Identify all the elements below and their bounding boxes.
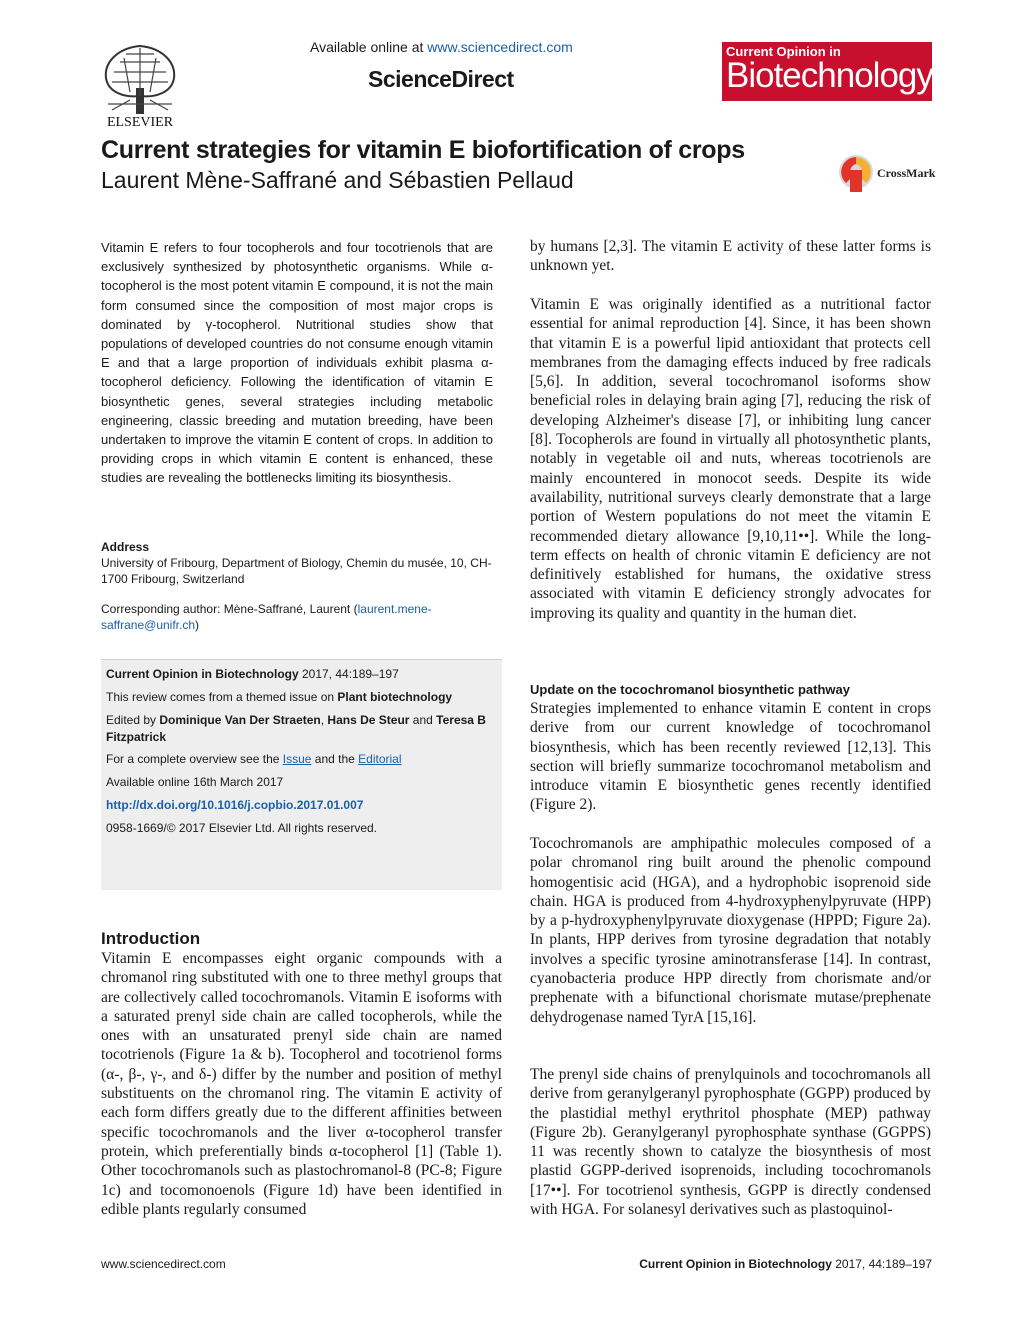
journal-banner [722,42,932,101]
crossmark-badge[interactable] [838,152,938,192]
journal-banner-name: Biotechnology [726,56,933,95]
corresponding-prefix: Corresponding author: Mène-Saffrané, Laurent ( [101,602,358,616]
corresponding-suffix: ) [195,617,200,632]
body-paragraph-3: Strategies implemented to enhance vitamin E content in crops derive from our current knowledge of tocochromanol biosynthesis, which has been recently reviewed [12,13]. This section will briefly summarize tocochromanol metabolism and introduce vitamin E biosynthetic genes recently identified (Figure 2). [530,700,931,814]
crossmark-label: CrossMark [877,166,936,180]
article-title: Current strategies for vitamin E biofortification of crops [101,136,745,164]
doi-link[interactable]: http://dx.doi.org/10.1016/j.copbio.2017.01.007 [106,798,364,812]
info-themed-prefix: This review comes from a themed issue on [106,690,338,704]
address-text: University of Fribourg, Department of Biology, Chemin du musée, 10, CH-1700 Fribourg, Switzerland [101,556,492,586]
sciencedirect-brand: ScienceDirect [368,66,514,92]
info-overview [106,751,496,768]
info-citation [106,666,496,683]
info-editor-2: Hans De Steur [327,713,410,727]
available-online-line [310,39,573,55]
introduction-paragraph: Vitamin E encompasses eight organic compounds with a chromanol ring substituted with one to three methyl groups that are collectively called tocochromanols. Vitamin E isoforms with a saturated prenyl side chain are called tocopherols, while the ones with an unsaturated prenyl side chain are named tocotrienols (Figure 1a & b). Tocopherol and tocotrienol forms (α-, β-, γ-, and δ-) differ by the number and position of methyl substituents on the chromanol ring. The vitamin E activity of each form differs greatly due to the different affinities between specific tocochromanols and the liver α-tocopherol transfer protein, which preferentially binds α-tocopherol [1] (Table 1). Other tocochromanols such as plastochromanol-8 (PC-8; Figure 1c) and tocomonoenols (Figure 1d) have been identified in edible plants regularly consumed [101,950,502,1218]
available-online-label: Available online at [310,39,424,55]
info-editors [106,712,496,746]
info-overview-prefix: For a complete overview see the [106,752,283,766]
abstract-text: Vitamin E refers to four tocopherols and four tocotrienols that are exclusively synthesized by photosynthetic organisms. While α-tocopherol is the most potent vitamin E compound, it is not the main form consumed since the composition of most major crops is dominated by γ-tocopherol. Nutritional studies show that populations of developed countries do not consume enough vitamin E and that a large proportion of individuals exhibit plasma α-tocopherol deficiency. Following the identification of vitamin E biosynthetic genes, several strategies including metabolic engineering, classic breeding and mutation breeding, have been undertaken to improve the vitamin E content of crops. In addition to providing crops in which vitamin E content is enhanced, these studies are revealing the bottlenecks limiting its biosynthesis. [101,240,493,486]
info-themed-issue [106,689,496,706]
body-paragraph-5: The prenyl side chains of prenylquinols and tocochromanols all derive from geranylgeranyl pyrophosphate (GGPP) produced by the plastidial methyl erythritol phosphate (MEP) pathway (Figure 2b). Geranylgeranyl pyrophosphate synthase (GGPPS) 11 was recently shown to catalyze the biosynthesis of most plastid GGPP-derived isoprenoids, including tocochromanols [17••]. For tocotrienol synthesis, GGPP is directly condensed with HGA. For solanesyl derivatives such as plastoquinol- [530,1066,931,1219]
body-paragraph-2: Vitamin E was originally identified as a nutritional factor essential for animal reproduction [4]. Since, it has been shown that vitamin E is a powerful lipid antioxidant that protects cell membranes from the damaging effects induced by free radicals [5,6]. In addition, several tocochromanol isoforms show beneficial roles in delaying brain aging [7], reducing the risk of developing Alzheimer's disease [7], or inhibiting lung cancer [8]. Tocopherols are found in virtually all photosynthetic plants, notably in vegetable oil and nuts, whereas tocotrienols are mainly encountered in monocot seeds. Despite its wide availability, nutritional surveys clearly demonstrate that a large portion of Western populations do not meet the vitamin E recommended dietary allowance [9,10,11••]. While the long-term effects on health of chronic vitamin E deficiency are not definitively established for humans, the oxidative stress associated with vitamin E deficiency strongly advocates for improving its quality and quantity in the human diet. [530,296,931,622]
footer-citation [639,1257,932,1271]
body-paragraph-4: Tocochromanols are amphipathic molecules composed of a polar chromanol ring built around the phenolic compound homogentisic acid (HGA), and a hydrophobic isoprenoid side chain. HGA is produced from 4-hydroxyphenylpyruvate (HPP) by a p-hydroxyphenylpyruvate dioxygenase (HPPD; Figure 2a). In plants, HPP derives from tyrosine degradation that notably involves a specific tyrosine aminotransferase [14]. In contrast, cyanobacteria produce HPP directly from chorismate and/or prephenate with a bifunctional chorismate mutase/prephenate dehydrogenase named TyrA [15,16]. [530,835,931,1026]
elsevier-tree-logo [100,42,180,128]
info-available-date: Available online 16th March 2017 [106,775,284,789]
editorial-link[interactable]: Editorial [358,752,402,766]
info-citation-numbers: 2017, 44:189–197 [298,667,399,681]
info-journal-name: Current Opinion in Biotechnology [106,667,299,681]
address-heading: Address [101,540,150,554]
introduction-heading: Introduction [101,929,201,948]
footer-citation-numbers: 2017, 44:189–197 [831,1257,932,1271]
info-editor-1: Dominique Van Der Straeten [159,713,321,727]
elsevier-wordmark: ELSEVIER [106,115,174,128]
info-editor-sep: , [320,713,328,727]
corresponding-email-link[interactable]: laurent.mene-saffrane@unifr.ch [101,602,432,632]
issue-link[interactable]: Issue [282,752,312,766]
footer-url[interactable]: www.sciencedirect.com [101,1257,226,1271]
info-editor-3: Teresa B Fitzpatrick [106,713,486,744]
info-editor-and: and [409,713,437,727]
footer-journal: Current Opinion in Biotechnology [639,1257,832,1271]
corresponding-author [101,602,501,633]
info-overview-and: and the [311,752,359,766]
info-themed-topic: Plant biotechnology [337,690,453,704]
info-copyright: 0958-1669/© 2017 Elsevier Ltd. All rights reserved. [106,821,377,835]
info-edited-prefix: Edited by [106,713,160,727]
article-info-box [101,659,502,890]
body-paragraph-1: by humans [2,3]. The vitamin E activity of these latter forms is unknown yet. [530,238,931,275]
article-authors: Laurent Mène-Saffrané and Sébastien Pellaud [101,167,574,193]
crossmark-icon [839,155,873,192]
update-section-heading: Update on the tocochromanol biosynthetic pathway [530,682,850,697]
sciencedirect-url-link[interactable]: www.sciencedirect.com [427,39,573,55]
journal-banner-top: Current Opinion in [726,44,841,59]
